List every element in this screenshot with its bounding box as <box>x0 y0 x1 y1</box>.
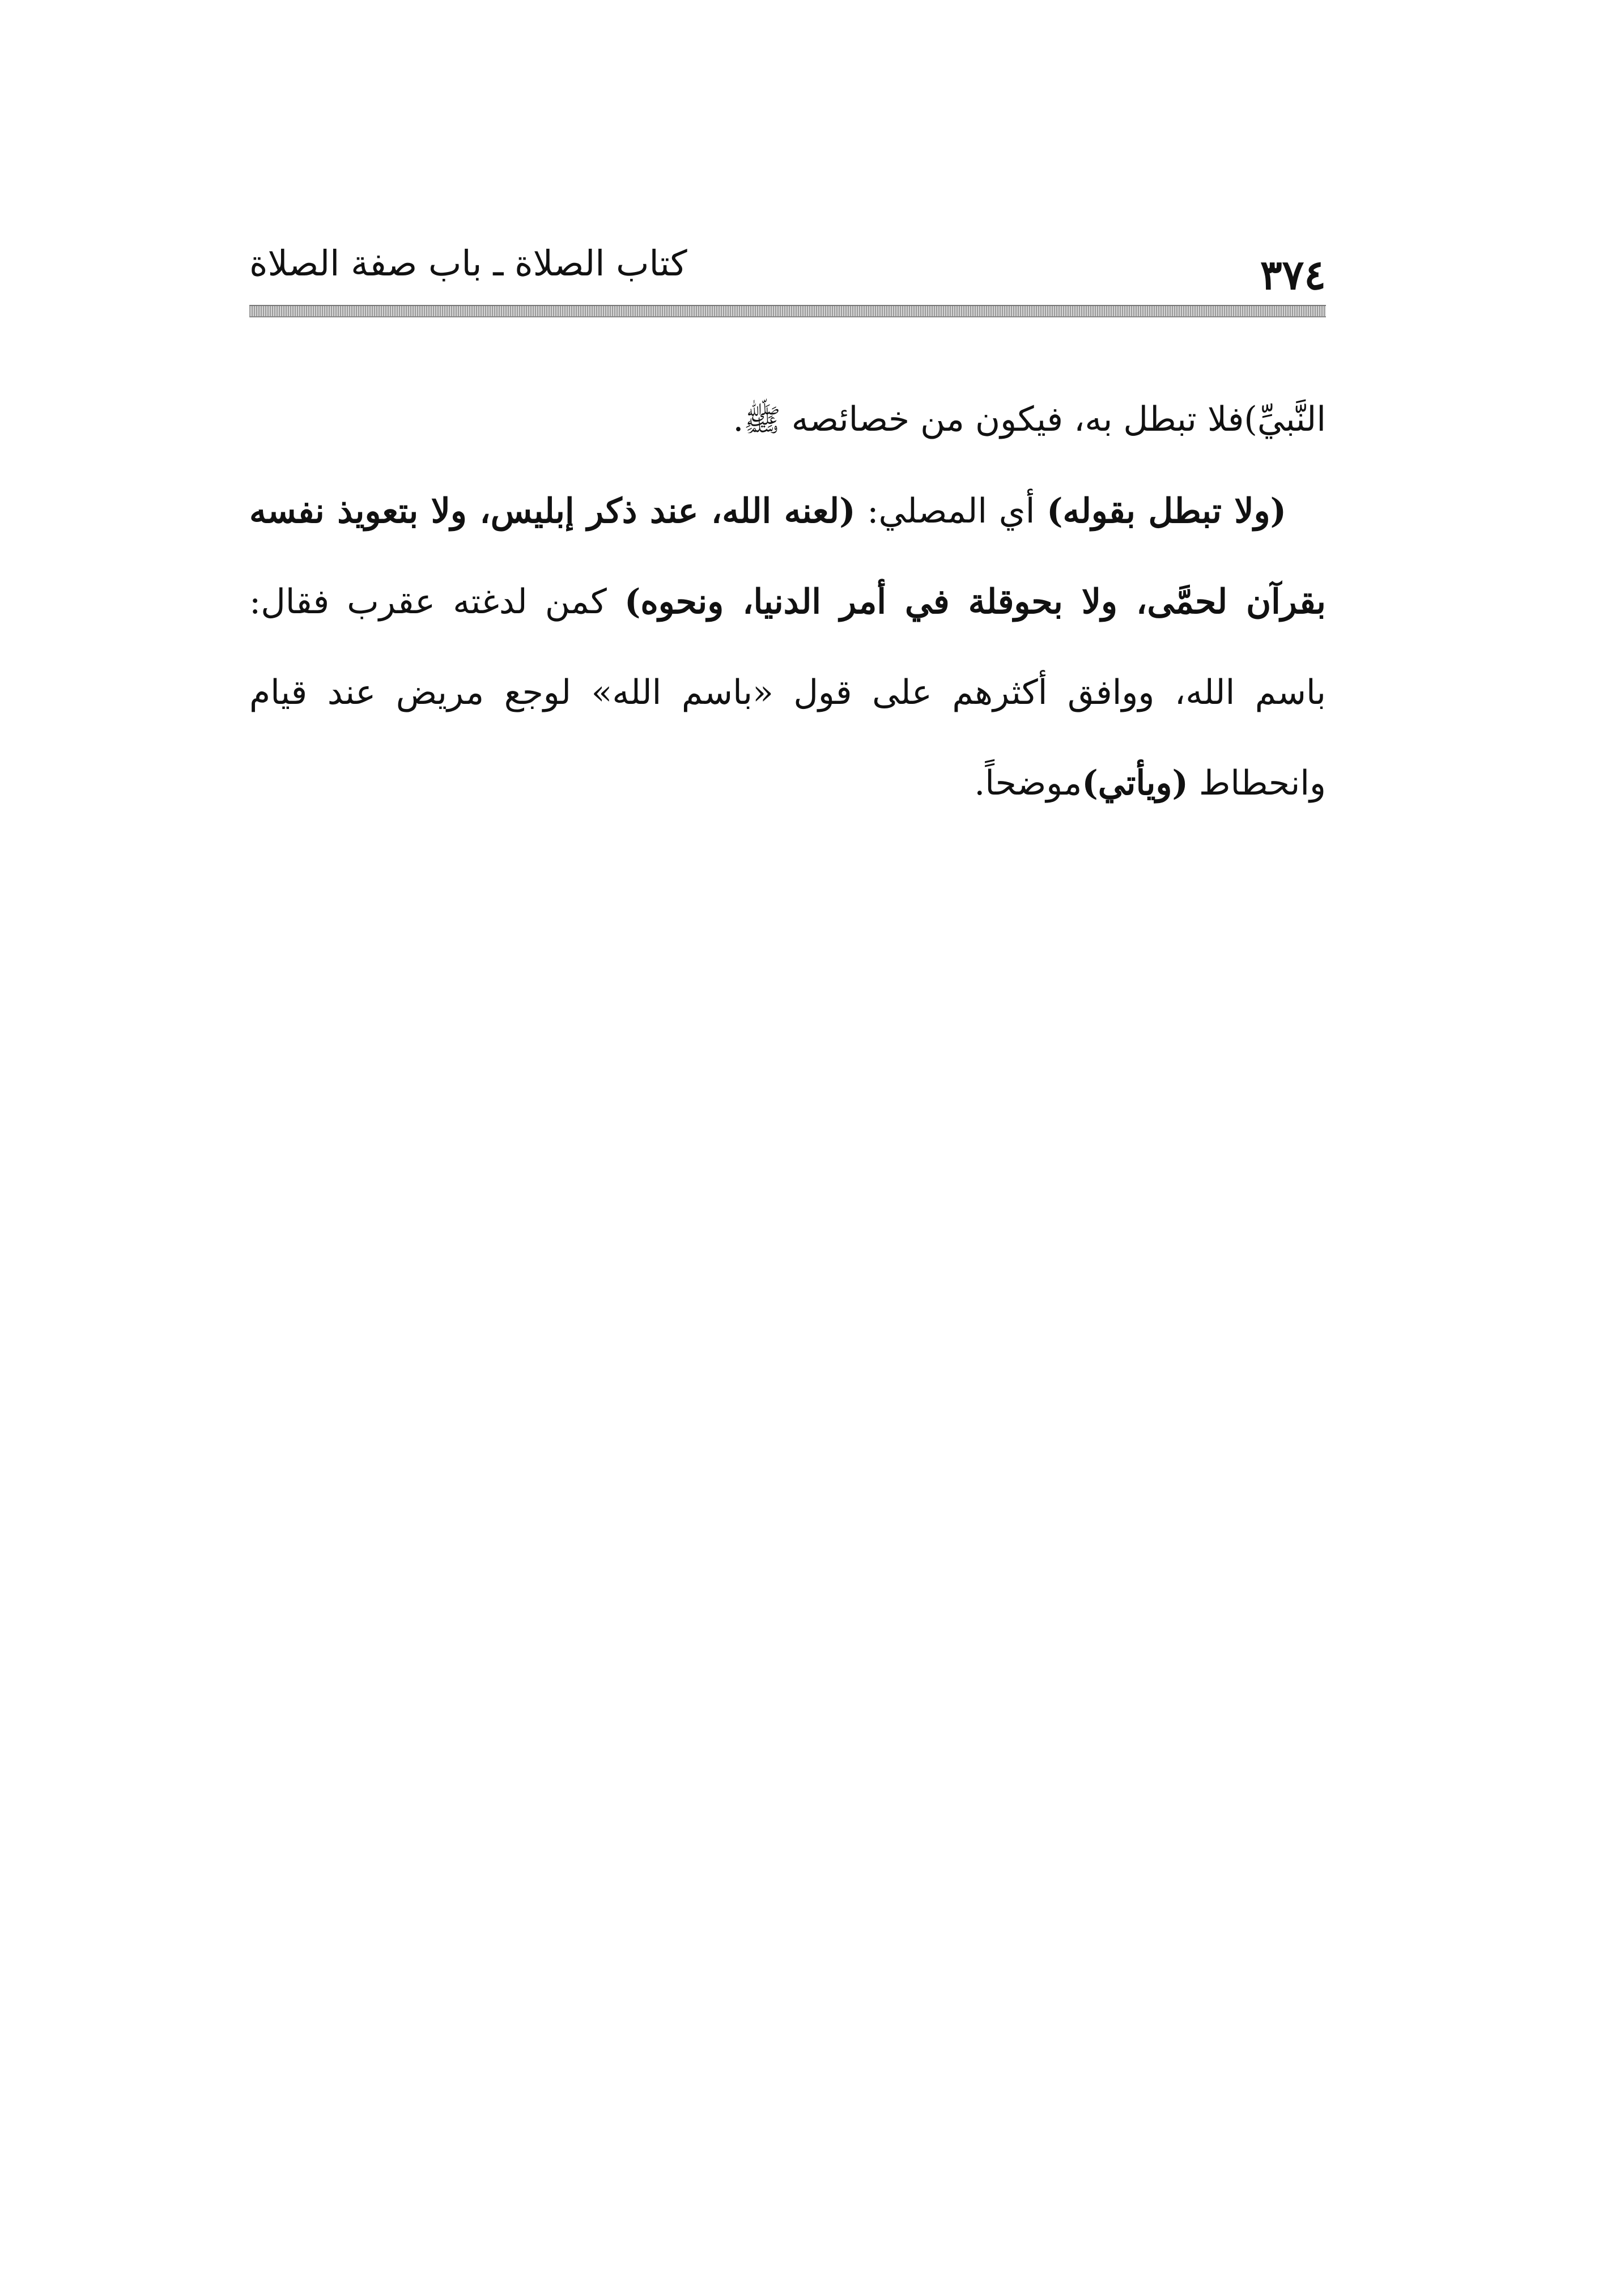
p1-segment-2: فلا تبطل به، فيكون من خصائصه <box>780 400 1244 439</box>
body-text <box>249 374 1326 829</box>
running-title: كتاب الصلاة ـ باب صفة الصلاة <box>249 243 687 284</box>
p2-segment-2: أي المصلي: <box>855 491 1047 531</box>
p1-segment-1: النَّبيِّ) <box>1244 400 1326 439</box>
p2-segment-4: كمن لدغته عقرب فقال: باسم الله، ووافق أكثرهم على قول «باسم الله» لوجع مريض عند قيام وانحطاط <box>249 582 1326 803</box>
p2-bold-segment-1: (ولا تبطل بقوله) <box>1047 491 1286 531</box>
p2-segment-6: موضحاً. <box>974 763 1082 803</box>
page-header <box>249 238 1326 300</box>
page-number: ٣٧٤ <box>1260 250 1326 299</box>
paragraph-1 <box>249 374 1326 466</box>
header-divider <box>249 305 1326 317</box>
p1-segment-4: . <box>733 400 744 439</box>
salawat-symbol: ﷺ <box>743 402 781 438</box>
p2-bold-segment-3: (لعنه الله، عند ذكر إبليس، ولا بتعويذ نفسه بقرآن لحمَّى، ولا بحوقلة في أمر الدنيا، ونحوه) <box>249 491 1326 622</box>
p2-bold-segment-5: (ويأتي) <box>1082 763 1188 803</box>
paragraph-2 <box>249 466 1326 829</box>
